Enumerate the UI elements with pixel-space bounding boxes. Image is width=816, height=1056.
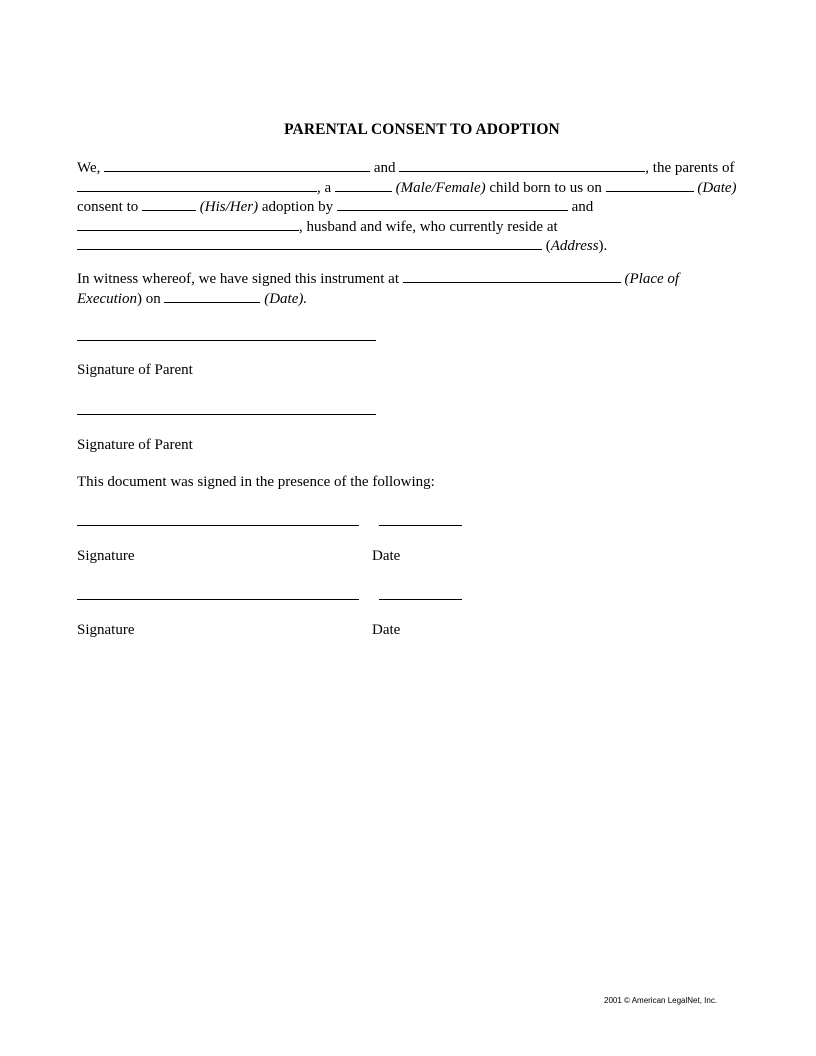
address-field[interactable] [77, 236, 542, 250]
parents-of-text: , the parents of [645, 160, 735, 176]
adoption-by-text: adoption by [261, 199, 334, 215]
witness-date-line-2[interactable] [379, 599, 462, 600]
child-name-field[interactable] [77, 178, 317, 192]
witness-signature-label-2: Signature [77, 622, 135, 638]
and2-text: and [571, 199, 594, 215]
consent-line-3 [77, 197, 767, 217]
adoptive-parent2-field[interactable] [77, 217, 299, 231]
address-open: ( [545, 238, 551, 254]
execution-label: Execution [77, 290, 137, 307]
consent-paragraph [77, 158, 767, 256]
witness-date-line-1[interactable] [379, 525, 462, 526]
a-text: , a [317, 179, 332, 196]
address-close: ). [598, 238, 608, 254]
witness-paragraph [77, 269, 767, 308]
execution-date-field[interactable] [164, 289, 260, 303]
child-born-text: child born to us on [489, 179, 602, 196]
witness-date-label-1: Date [372, 548, 401, 564]
witness-signature-label-1: Signature [77, 548, 135, 564]
execution-date-label: (Date). [264, 290, 308, 307]
parent-signature-line-1[interactable] [77, 340, 376, 341]
parent2-name-field[interactable] [399, 158, 645, 172]
his-her-field[interactable] [142, 197, 196, 211]
consent-line-4 [77, 217, 767, 237]
address-word: Address [550, 238, 599, 254]
witness-line-2 [77, 289, 767, 309]
witness-signature-line-1[interactable] [77, 525, 359, 526]
parent-signature-line-2[interactable] [77, 414, 376, 415]
parent-signature-label-1: Signature of Parent [77, 362, 193, 378]
place-of-label: (Place of [624, 271, 680, 287]
sex-field[interactable] [335, 178, 392, 192]
adoptive-parent1-field[interactable] [337, 197, 568, 211]
consent-to-text: consent to [77, 199, 139, 215]
birth-date-field[interactable] [606, 178, 694, 192]
witness-text: In witness whereof, we have signed this instrument at [77, 271, 400, 287]
and-text: and [373, 160, 396, 176]
document-title: PARENTAL CONSENT TO ADOPTION [284, 121, 560, 138]
on-text: ) on [136, 290, 161, 307]
copyright-footer: 2001 © American LegalNet, Inc. [604, 996, 718, 1005]
his-her-label: (His/Her) [199, 199, 259, 215]
presence-text: This document was signed in the presence of the following: [77, 474, 435, 490]
parent-signature-label-2: Signature of Parent [77, 437, 193, 453]
witness-date-label-2: Date [372, 622, 401, 638]
male-female-label: (Male/Female) [395, 179, 486, 196]
date-label: (Date) [697, 179, 737, 196]
consent-line-1 [77, 158, 767, 178]
witness-line-1 [77, 269, 767, 289]
husband-wife-text: , husband and wife, who currently reside at [299, 218, 558, 235]
witness-signature-line-2[interactable] [77, 599, 359, 600]
place-of-execution-field[interactable] [403, 269, 621, 283]
consent-line-2 [77, 178, 767, 198]
we-text: We, [77, 160, 101, 176]
consent-line-5 [77, 236, 767, 256]
address-label [546, 238, 608, 254]
parent1-name-field[interactable] [104, 158, 370, 172]
